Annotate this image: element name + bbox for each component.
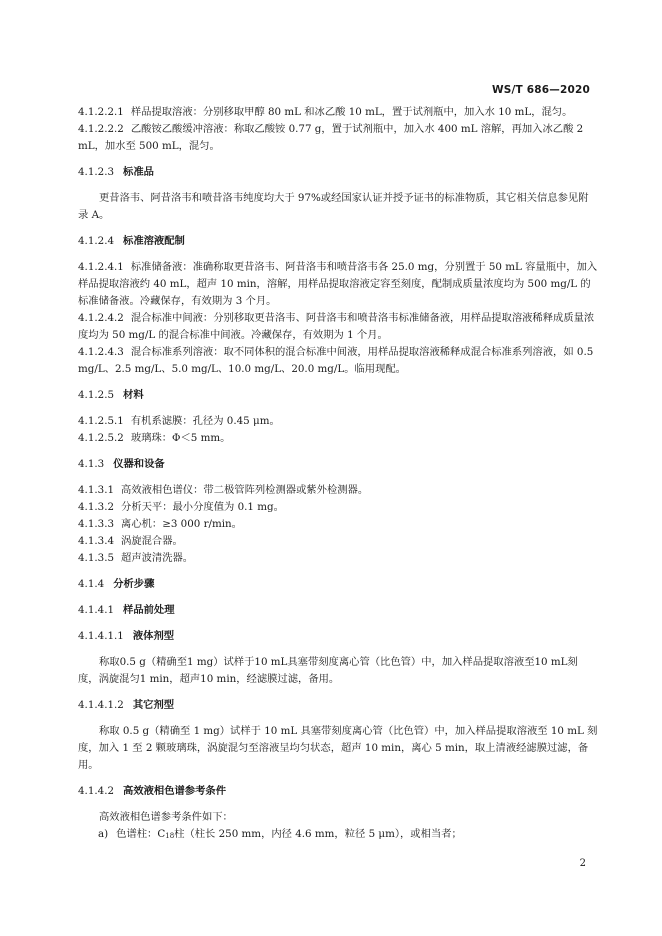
heading-title: 仪器和设备 bbox=[113, 458, 165, 470]
heading-title: 分析步骤 bbox=[113, 578, 155, 590]
paragraph-hplc-intro bbox=[78, 809, 598, 826]
clause-text: 样品提取溶液：分别移取甲醇 80 mL 和冰乙酸 10 mL，置于试剂瓶中，加入水 10 mL，混匀。 bbox=[130, 106, 573, 118]
clause-number: 4.1.3.3 bbox=[78, 518, 115, 530]
clause-number: 4.1.3.5 bbox=[78, 552, 115, 564]
heading-number: 4.1.2.5 bbox=[78, 389, 115, 401]
clause-4-1-2-4-1 bbox=[78, 259, 598, 310]
heading-title: 标准品 bbox=[123, 166, 154, 178]
paragraph-text: 称取0.5 g（精确至1 mg）试样于10 mL具塞带刻度离心管（比色管）中，加入样品提取溶液至10 mL刻度，涡旋混匀1 min，超声10 min，经滤膜过滤，备用。 bbox=[78, 656, 578, 685]
heading-number: 4.1.4.2 bbox=[78, 785, 115, 797]
clause-number: 4.1.2.2.2 bbox=[78, 123, 124, 135]
clause-4-1-3-3 bbox=[78, 516, 598, 533]
clause-text: 混合标准中间液：分别移取更昔洛韦、阿昔洛韦和喷昔洛韦标准储备液，用样品提取溶液稀释成质量浓度均为 50 mg/L 的混合标准中间液。冷藏保存，有效期为 1 个月。 bbox=[78, 312, 595, 341]
page-number: 2 bbox=[579, 858, 586, 869]
clause-number: 4.1.2.4.2 bbox=[78, 312, 124, 324]
clause-number: 4.1.2.5.2 bbox=[78, 432, 124, 444]
subscript: 18 bbox=[165, 832, 175, 840]
heading-4-1-4-1-1 bbox=[78, 628, 598, 645]
heading-number: 4.1.2.3 bbox=[78, 166, 115, 178]
clause-4-1-2-2-1 bbox=[78, 104, 598, 121]
heading-4-1-3 bbox=[78, 456, 598, 473]
paragraph-standard-substances bbox=[78, 190, 598, 224]
clause-number: 4.1.3.2 bbox=[78, 501, 115, 513]
heading-number: 4.1.3 bbox=[78, 458, 105, 470]
heading-number: 4.1.2.4 bbox=[78, 235, 115, 247]
clause-text: 玻璃珠：Φ＜5 mm。 bbox=[130, 432, 231, 444]
heading-title: 高效液相色谱参考条件 bbox=[123, 785, 226, 797]
clause-text: 分析天平：最小分度值为 0.1 mg。 bbox=[121, 501, 284, 513]
heading-title: 标准溶液配制 bbox=[123, 235, 185, 247]
paragraph-text: 高效液相色谱参考条件如下： bbox=[99, 811, 233, 823]
clause-number: 4.1.2.5.1 bbox=[78, 415, 124, 427]
heading-title: 液体剂型 bbox=[132, 630, 175, 642]
heading-title: 材料 bbox=[123, 389, 144, 401]
heading-4-1-2-5 bbox=[78, 387, 598, 404]
standard-code-header: WS/T 686—2020 bbox=[491, 84, 590, 96]
clause-text: 涡旋混合器。 bbox=[121, 535, 183, 547]
clause-4-1-3-1 bbox=[78, 482, 598, 499]
heading-4-1-2-4 bbox=[78, 233, 598, 250]
paragraph-other-dosage bbox=[78, 723, 598, 774]
paragraph-text: 称取 0.5 g（精确至 1 mg）试样于 10 mL 具塞带刻度离心管（比色管）中，加入样品提取溶液至 10 mL 刻度，加入 1 至 2 颗玻璃珠，涡旋混匀至溶液呈均匀状态，超声 10 min，离心 5 min，取上清液经滤膜过滤，备用。 bbox=[78, 725, 598, 771]
clause-4-1-3-4 bbox=[78, 533, 598, 550]
clause-4-1-2-4-3 bbox=[78, 344, 598, 378]
heading-4-1-4-2 bbox=[78, 783, 598, 800]
clause-number: 4.1.2.4.1 bbox=[78, 261, 124, 273]
list-marker: a) bbox=[98, 828, 109, 840]
list-text-pre: 色谱柱：C bbox=[116, 828, 166, 840]
heading-4-1-4-1 bbox=[78, 602, 598, 619]
heading-number: 4.1.4 bbox=[78, 578, 105, 590]
clause-number: 4.1.3.4 bbox=[78, 535, 115, 547]
paragraph-liquid-dosage bbox=[78, 654, 598, 688]
clause-text: 混合标准系列溶液：取不同体积的混合标准中间液，用样品提取溶液稀释成混合标准系列溶液，如 0.5 mg/L、2.5 mg/L、5.0 mg/L、10.0 mg/L、20.0 mg/L。临用现配。 bbox=[78, 346, 594, 375]
clause-number: 4.1.2.4.3 bbox=[78, 346, 124, 358]
clause-4-1-3-2 bbox=[78, 499, 598, 516]
heading-title: 其它剂型 bbox=[132, 699, 175, 711]
clause-4-1-2-5-2 bbox=[78, 430, 598, 447]
heading-number: 4.1.4.1 bbox=[78, 604, 115, 616]
document-body bbox=[78, 104, 598, 845]
list-text-post: 柱（柱长 250 mm，内径 4.6 mm，粒径 5 μm），或相当者； bbox=[174, 828, 462, 840]
heading-4-1-2-3 bbox=[78, 164, 598, 181]
clause-text: 乙酸铵乙酸缓冲溶液：称取乙酸铵 0.77 g，置于试剂瓶中，加入水 400 mL 溶解，再加入冰乙酸 2 mL，加水至 500 mL，混匀。 bbox=[78, 123, 584, 152]
clause-text: 标准储备液：准确称取更昔洛韦、阿昔洛韦和喷昔洛韦各 25.0 mg，分别置于 50 mL 容量瓶中，加入样品提取溶液约 40 mL，超声 10 min，溶解，用样品提取溶液定容至刻度，配制成质量浓度均为 500 mg/L 的标准储备液。冷藏保存，有效期为 3 个月。 bbox=[78, 261, 598, 307]
heading-4-1-4 bbox=[78, 576, 598, 593]
heading-number: 4.1.4.1.2 bbox=[78, 699, 124, 711]
clause-text: 离心机：≥3 000 r/min。 bbox=[121, 518, 242, 530]
clause-4-1-2-5-1 bbox=[78, 413, 598, 430]
clause-4-1-3-5 bbox=[78, 550, 598, 567]
paragraph-text: 更昔洛韦、阿昔洛韦和喷昔洛韦纯度均大于 97%或经国家认证并授予证书的标准物质，其它相关信息参见附录 A。 bbox=[78, 192, 589, 221]
clause-4-1-2-2-2 bbox=[78, 121, 598, 155]
clause-number: 4.1.2.2.1 bbox=[78, 106, 124, 118]
heading-title: 样品前处理 bbox=[123, 604, 175, 616]
heading-number: 4.1.4.1.1 bbox=[78, 630, 124, 642]
clause-text: 超声波清洗器。 bbox=[121, 552, 194, 564]
list-item-column bbox=[78, 826, 598, 845]
heading-4-1-4-1-2 bbox=[78, 697, 598, 714]
clause-4-1-2-4-2 bbox=[78, 310, 598, 344]
clause-text: 高效液相色谱仪：带二极管阵列检测器或紫外检测器。 bbox=[121, 484, 369, 496]
clause-number: 4.1.3.1 bbox=[78, 484, 115, 496]
clause-text: 有机系滤膜：孔径为 0.45 μm。 bbox=[130, 415, 280, 427]
